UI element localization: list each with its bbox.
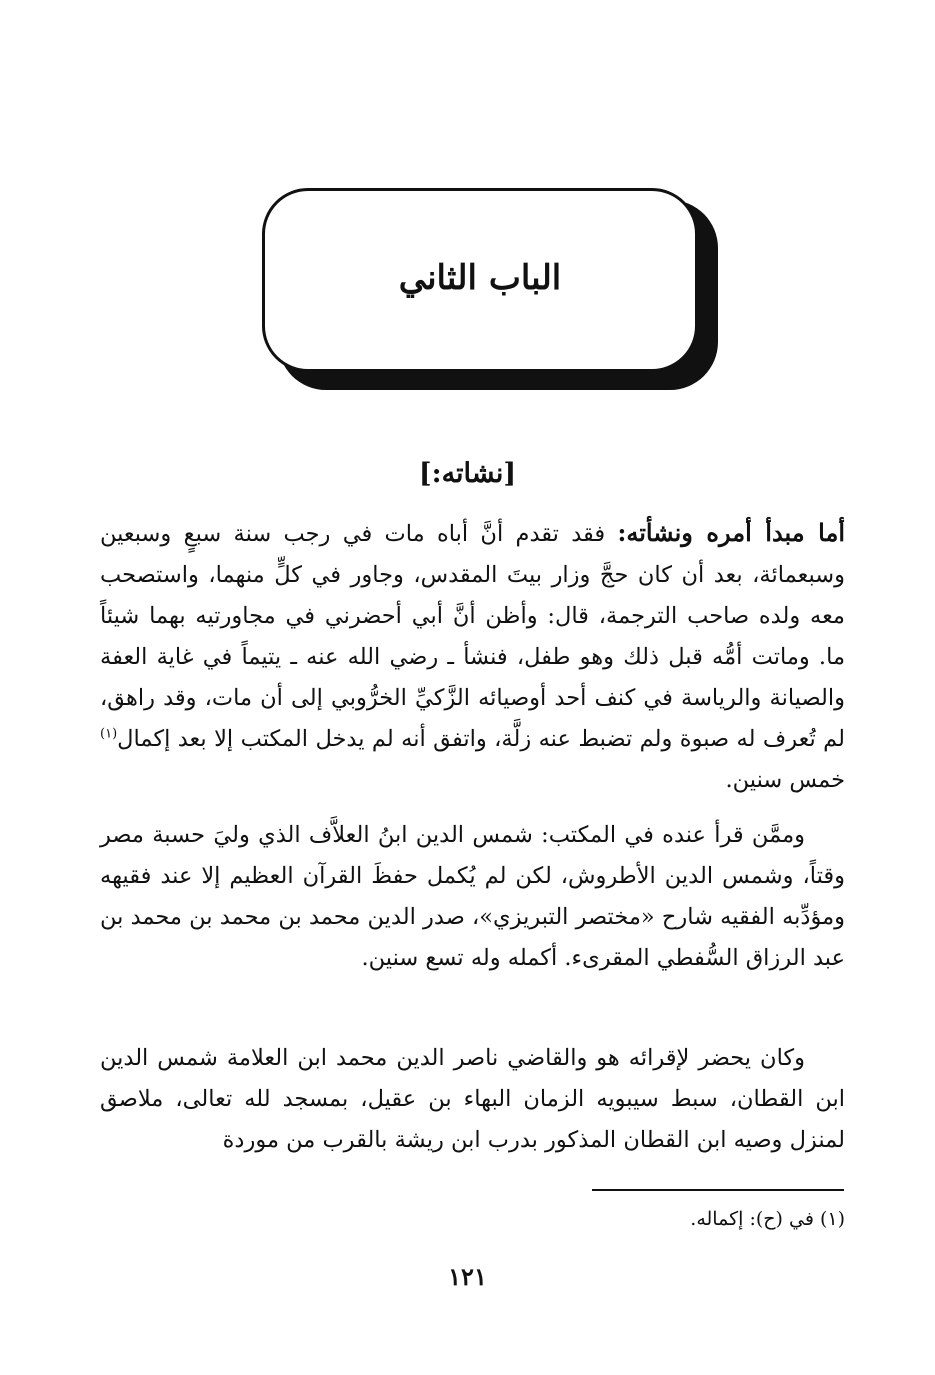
- section-heading: [نشاته:]: [418, 458, 517, 489]
- page-number: ١٢١: [448, 1262, 487, 1291]
- paragraph-1: [100, 512, 845, 801]
- chapter-title: الباب الثاني: [398, 258, 562, 298]
- footnote-marker[interactable]: (١): [100, 726, 118, 742]
- paragraph-3-text: وكان يحضر لإقرائه هو والقاضي ناصر الدين محمد ابن العلامة شمس الدين ابن القطان، سبط سيبويه الزمان البهاء بن عقيل، بمسجد لله تعالى، ملاصق لمنزل وصيه ابن القطان المذكور بدرب ابن ريشة بالقرب من موردة: [100, 1045, 845, 1153]
- paragraph-2-text: وممَّن قرأ عنده في المكتب: شمس الدين ابنُ العلاَّف الذي وليَ حسبة مصر وقتاً، وشمس الدين الأطروش، لكن لم يُكمل حفظَ القرآن العظيم إلا عند فقيهه ومؤدِّبه الفقيه شارح «مختصر التبريزي»، صدر الدين محمد بن محمد بن محمد بن عبد الرزاق السُّفطي المقرىء. أكمله وله تسع سنين.: [100, 822, 845, 971]
- paragraph-1-lead: أما مبدأ أمره ونشأته:: [617, 518, 845, 547]
- paragraph-1-end: خمس سنين.: [725, 767, 845, 793]
- paragraph-3: [100, 1038, 845, 1161]
- paragraph-2: [100, 815, 845, 979]
- paragraph-1-text: فقد تقدم أنَّ أباه مات في رجب سنة سبعٍ وسبعين وسبعمائة، بعد أن كان حجَّ وزار بيتَ المقدس، وجاور في كلٍّ منهما، واستصحب معه ولده صاحب الترجمة، قال: وأظن أنَّ أبي أحضرني في مجاورتيه بهما شيئاً ما. وماتت أمُّه قبل ذلك وهو طفل، فنشأ ـ رضي الله عنه ـ يتيماً في غاية العفة والصيانة والرياسة في كنف أحد أوصيائه الزَّكيِّ الخرُّوبي إلى أن مات، وقد راهق، لم تُعرف له صبوة ولم تضبط عنه زلَّة، واتفق أنه لم يدخل المكتب إلا بعد إكمال: [100, 521, 845, 752]
- footnote: (١) في (ح): إكماله.: [690, 1208, 845, 1230]
- footnote-divider: [592, 1189, 844, 1191]
